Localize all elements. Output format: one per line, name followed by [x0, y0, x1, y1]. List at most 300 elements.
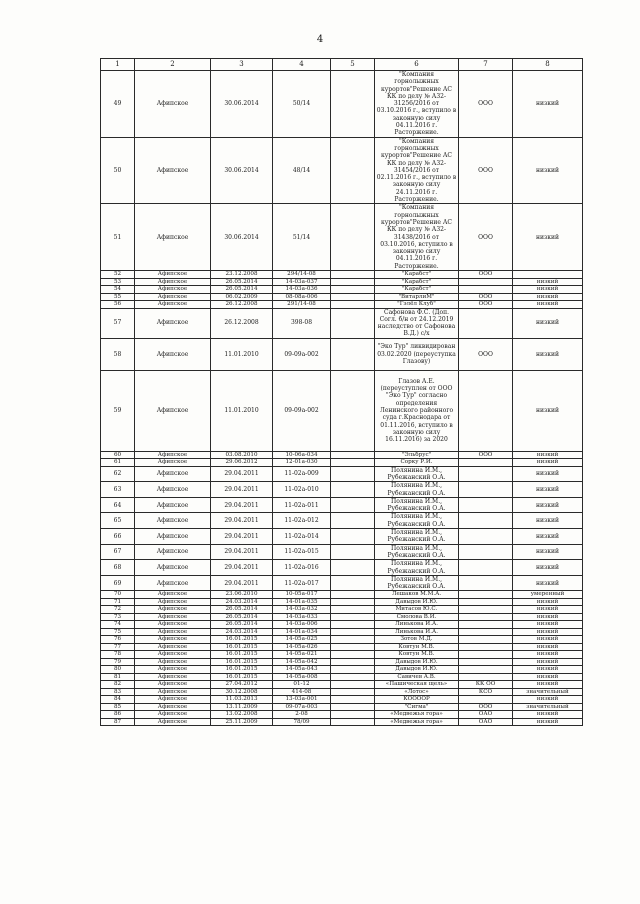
table-row [101, 466, 583, 482]
table-cell [459, 636, 513, 644]
table-cell: 87 [101, 718, 135, 726]
table-cell: КООООР [375, 696, 459, 704]
table-cell: ООО [459, 703, 513, 711]
table-cell: 11-02а-009 [273, 466, 331, 482]
table-cell: 78/09 [273, 718, 331, 726]
table-cell: 13.02.2008 [211, 711, 273, 719]
table-cell: Ковтун М.В. [375, 651, 459, 659]
table-cell: 29.04.2011 [211, 575, 273, 591]
table-cell: 55 [101, 293, 135, 301]
table-cell [331, 271, 375, 279]
table-cell [331, 643, 375, 651]
table-cell [459, 278, 513, 286]
table-cell: низкий [513, 711, 583, 719]
table-cell: "Карабст" [375, 286, 459, 294]
table-cell: ООО [459, 301, 513, 309]
table-cell: ООО [459, 293, 513, 301]
table-cell: Афипское [135, 271, 211, 279]
table-row [101, 711, 583, 719]
table-cell: Афипское [135, 497, 211, 513]
table-cell [331, 575, 375, 591]
table-cell: 26.12.2008 [211, 301, 273, 309]
table-cell [459, 658, 513, 666]
table-cell: низкий [513, 718, 583, 726]
table-cell: 14-05а-043 [273, 666, 331, 674]
table-cell: Афипское [135, 718, 211, 726]
table-cell: 24.03.2014 [211, 628, 273, 636]
table-cell: 53 [101, 278, 135, 286]
table-cell: Смолова В.И. [375, 613, 459, 621]
table-cell: Афипское [135, 466, 211, 482]
table-cell: 14-03а-032 [273, 606, 331, 614]
table-cell: 63 [101, 482, 135, 498]
table-cell: 56 [101, 301, 135, 309]
table-row [101, 696, 583, 704]
table-row [101, 643, 583, 651]
table-cell [331, 598, 375, 606]
table-cell: 11-02а-012 [273, 513, 331, 529]
table-cell: 10-06а-034 [273, 451, 331, 459]
table-cell: 83 [101, 688, 135, 696]
table-cell: 81 [101, 673, 135, 681]
table-cell: низкий [513, 606, 583, 614]
table-cell: 16.01.2015 [211, 673, 273, 681]
table-cell: 14-05а-008 [273, 673, 331, 681]
table-cell [331, 544, 375, 560]
table-cell: Афипское [135, 658, 211, 666]
table-cell: 16.01.2015 [211, 643, 273, 651]
table-cell: «Пашическая щель» [375, 681, 459, 689]
table-cell: 26.05.2014 [211, 286, 273, 294]
table-cell: Сафонова Ф.С. (Доп. Согл. б/н от 24.12.2019 наследство от Сафонова В.Д.) с/х [375, 308, 459, 338]
table-cell: Афипское [135, 575, 211, 591]
table-cell [331, 286, 375, 294]
table-cell: значительный [513, 703, 583, 711]
table-cell: 11.01.2010 [211, 370, 273, 451]
table-cell [331, 71, 375, 138]
table-cell: 58 [101, 338, 135, 370]
table-cell: низкий [513, 459, 583, 467]
table-cell: 50/14 [273, 71, 331, 138]
table-cell: низкий [513, 451, 583, 459]
table-cell [459, 696, 513, 704]
table-cell: Афипское [135, 301, 211, 309]
table-cell: "Гэлёл Клуб" [375, 301, 459, 309]
table-cell: низкий [513, 529, 583, 545]
table-cell: Полянина И.М., Рубежанский О.А. [375, 575, 459, 591]
table-cell: 77 [101, 643, 135, 651]
table-cell: "Карабст" [375, 278, 459, 286]
table-cell: низкий [513, 613, 583, 621]
table-cell: 50 [101, 137, 135, 204]
header-cell: 6 [375, 59, 459, 71]
table-cell: низкий [513, 137, 583, 204]
table-cell [331, 688, 375, 696]
table-cell: 52 [101, 271, 135, 279]
table-row [101, 308, 583, 338]
table-cell: 65 [101, 513, 135, 529]
table-cell: 09-07а-003 [273, 703, 331, 711]
table-cell [459, 466, 513, 482]
table-cell: 14-01а-034 [273, 628, 331, 636]
table-cell [459, 513, 513, 529]
table-cell: 59 [101, 370, 135, 451]
table-cell: низкий [513, 575, 583, 591]
table-cell: 30.12.2008 [211, 688, 273, 696]
table-cell: низкий [513, 286, 583, 294]
table-cell: 16.01.2015 [211, 651, 273, 659]
table-cell: низкий [513, 621, 583, 629]
table-cell [331, 459, 375, 467]
table-cell: 11.01.2010 [211, 338, 273, 370]
table-cell: 73 [101, 613, 135, 621]
register-table [100, 58, 583, 726]
table-cell [513, 271, 583, 279]
table-cell: Афипское [135, 560, 211, 576]
table-cell: ООО [459, 451, 513, 459]
table-cell: 62 [101, 466, 135, 482]
table-cell: "Сигма" [375, 703, 459, 711]
table-cell: Афипское [135, 591, 211, 599]
table-cell: ООО [459, 338, 513, 370]
table-cell: Афипское [135, 673, 211, 681]
table-cell: 14-03а-037 [273, 278, 331, 286]
table-cell [331, 636, 375, 644]
table-row [101, 613, 583, 621]
table-cell: КСО [459, 688, 513, 696]
table-row [101, 575, 583, 591]
table-cell: 79 [101, 658, 135, 666]
table-cell: "Компания горнолыжных курортов"Решение АС КК по делу № А32-31256/2016 от 03.10.2016 г., вступило в законную силу 04.11.2016 г. Расторжение. [375, 71, 459, 138]
header-cell: 3 [211, 59, 273, 71]
table-cell: Афипское [135, 613, 211, 621]
table-cell: 29.04.2011 [211, 544, 273, 560]
table-row [101, 658, 583, 666]
table-cell: Полянина И.М., Рубежанский О.А. [375, 544, 459, 560]
table-cell [331, 497, 375, 513]
table-cell: 27.04.2012 [211, 681, 273, 689]
table-row [101, 451, 583, 459]
table-cell: 03.08.2010 [211, 451, 273, 459]
table-cell: 29.04.2011 [211, 560, 273, 576]
table-cell: 70 [101, 591, 135, 599]
table-cell [331, 681, 375, 689]
header-cell: 4 [273, 59, 331, 71]
table-cell: "Карабст" [375, 271, 459, 279]
table-cell [459, 529, 513, 545]
table-cell: низкий [513, 338, 583, 370]
table-cell: 11-02а-015 [273, 544, 331, 560]
table-cell: 14-05а-021 [273, 651, 331, 659]
table-cell: 71 [101, 598, 135, 606]
table-row [101, 718, 583, 726]
table-cell: 291/14-08 [273, 301, 331, 309]
table-cell: 29.04.2011 [211, 497, 273, 513]
table-cell: Афипское [135, 703, 211, 711]
table-row [101, 688, 583, 696]
table-cell: 11-02а-014 [273, 529, 331, 545]
table-cell [331, 628, 375, 636]
header-cell: 1 [101, 59, 135, 71]
table-cell: Зотов М.Д. [375, 636, 459, 644]
table-row [101, 370, 583, 451]
table-row [101, 482, 583, 498]
table-cell: значительный [513, 688, 583, 696]
table-cell: Афипское [135, 370, 211, 451]
table-cell [459, 544, 513, 560]
table-cell: "Эко Тур" ликвидирован 03.02.2020 (переуступка Глазову) [375, 338, 459, 370]
table-cell: Афипское [135, 711, 211, 719]
table-cell: низкий [513, 308, 583, 338]
table-cell [459, 651, 513, 659]
table-cell [331, 711, 375, 719]
table-cell: 72 [101, 606, 135, 614]
table-cell [331, 301, 375, 309]
table-cell: 25.11.2009 [211, 718, 273, 726]
table-cell: умеренный [513, 591, 583, 599]
table-cell: 66 [101, 529, 135, 545]
table-row [101, 621, 583, 629]
header-row [101, 59, 583, 71]
table-cell: Афипское [135, 681, 211, 689]
table-cell [459, 673, 513, 681]
table-cell: Давыдов И.Ю. [375, 598, 459, 606]
table-cell: 26.12.2008 [211, 308, 273, 338]
table-cell: 24.03.2014 [211, 598, 273, 606]
table-cell: 414-08 [273, 688, 331, 696]
table-cell: 26.05.2014 [211, 621, 273, 629]
table-cell: 01-12 [273, 681, 331, 689]
table-cell: Афипское [135, 598, 211, 606]
table-cell [331, 591, 375, 599]
table-cell [331, 718, 375, 726]
table-cell: 294/14-08 [273, 271, 331, 279]
table-cell: Афипское [135, 293, 211, 301]
table-cell: низкий [513, 466, 583, 482]
table-row [101, 137, 583, 204]
table-cell: 29.04.2011 [211, 513, 273, 529]
table-row [101, 681, 583, 689]
table-cell: 80 [101, 666, 135, 674]
table-cell: низкий [513, 636, 583, 644]
table-cell: Афипское [135, 278, 211, 286]
table-cell: «Лотос» [375, 688, 459, 696]
table-cell: низкий [513, 293, 583, 301]
table-cell: низкий [513, 544, 583, 560]
table-cell: 14-03а-033 [273, 613, 331, 621]
table-row [101, 560, 583, 576]
table-cell: 30.06.2014 [211, 71, 273, 138]
table-cell [459, 666, 513, 674]
table-cell [459, 308, 513, 338]
table-cell: 57 [101, 308, 135, 338]
table-cell: 67 [101, 544, 135, 560]
table-cell: Давыдов И.Ю. [375, 658, 459, 666]
table-cell: Полянина И.М., Рубежанский О.А. [375, 466, 459, 482]
table-cell: 64 [101, 497, 135, 513]
table-cell [459, 598, 513, 606]
table-cell: Афипское [135, 308, 211, 338]
table-cell: 74 [101, 621, 135, 629]
table-cell [331, 621, 375, 629]
table-cell: 08-08а-006 [273, 293, 331, 301]
table-cell: 14-01а-035 [273, 598, 331, 606]
table-cell: Афипское [135, 628, 211, 636]
table-cell: 49 [101, 71, 135, 138]
table-cell: 23.12.2008 [211, 271, 273, 279]
table-cell: 85 [101, 703, 135, 711]
table-cell: ОАО [459, 718, 513, 726]
table-cell: 29.06.2012 [211, 459, 273, 467]
table-cell: "Компания горнолыжных курортов"Решение АС КК по делу № А32-31454/2016 от 02.11.2016 г., вступило в законную силу 24.11.2016 г. Расторжение. [375, 137, 459, 204]
table-cell: Афипское [135, 513, 211, 529]
table-cell [331, 703, 375, 711]
table-cell: 76 [101, 636, 135, 644]
table-cell: 60 [101, 451, 135, 459]
table-cell: 2-08 [273, 711, 331, 719]
table-row [101, 529, 583, 545]
table-cell: 16.01.2015 [211, 636, 273, 644]
table-row [101, 293, 583, 301]
table-cell: 11-02а-011 [273, 497, 331, 513]
page-number: 4 [316, 34, 324, 45]
table-cell [459, 560, 513, 576]
table-cell: Афипское [135, 606, 211, 614]
table-row [101, 286, 583, 294]
table-cell: 12-01а-030 [273, 459, 331, 467]
table-cell: 16.01.2015 [211, 666, 273, 674]
table-cell: 09-09а-002 [273, 338, 331, 370]
table-cell [331, 204, 375, 271]
table-cell: "ВитарлиМ" [375, 293, 459, 301]
table-cell [331, 696, 375, 704]
table-cell: «Медвежья гора» [375, 711, 459, 719]
table-cell: 84 [101, 696, 135, 704]
table-cell: низкий [513, 696, 583, 704]
table-cell: Афипское [135, 666, 211, 674]
table-cell [459, 613, 513, 621]
table-row [101, 591, 583, 599]
table-cell [459, 606, 513, 614]
table-cell [331, 451, 375, 459]
table-cell [459, 459, 513, 467]
table-cell: Савичев А.В. [375, 673, 459, 681]
table-cell: 06.02.2009 [211, 293, 273, 301]
table-cell: Сорку Р.И. [375, 459, 459, 467]
table-row [101, 271, 583, 279]
table-cell: 30.06.2014 [211, 204, 273, 271]
table-cell: ООО [459, 271, 513, 279]
table-cell: низкий [513, 598, 583, 606]
table-cell [459, 628, 513, 636]
table-cell: 61 [101, 459, 135, 467]
table-cell: 54 [101, 286, 135, 294]
table-row [101, 606, 583, 614]
table-cell [459, 643, 513, 651]
table-cell: Афипское [135, 636, 211, 644]
header-cell: 8 [513, 59, 583, 71]
table-row [101, 459, 583, 467]
table-cell: Полянина И.М., Рубежанский О.А. [375, 560, 459, 576]
table-cell: 23.06.2010 [211, 591, 273, 599]
table-cell [331, 560, 375, 576]
table-cell [331, 338, 375, 370]
table-cell: «Медвежья гора» [375, 718, 459, 726]
table-cell [459, 370, 513, 451]
table-cell: Глазов А.Е. (переуступлен от ООО "Эко Тур" согласно определения Ленинского районного суда г.Краснодара от 01.11.2016, вступило в законную силу 16.11.2016) за 2020 [375, 370, 459, 451]
table-cell: Афипское [135, 338, 211, 370]
table-cell [331, 606, 375, 614]
header-cell: 5 [331, 59, 375, 71]
table-cell [331, 513, 375, 529]
table-row [101, 204, 583, 271]
table-cell [331, 666, 375, 674]
table-cell [331, 466, 375, 482]
table-cell: Афипское [135, 688, 211, 696]
table-cell: 14-03а-006 [273, 621, 331, 629]
table-cell: 26.05.2014 [211, 606, 273, 614]
table-cell [331, 658, 375, 666]
table-cell: Афипское [135, 482, 211, 498]
table-cell: 11.03.2013 [211, 696, 273, 704]
table-cell: 69 [101, 575, 135, 591]
table-cell: низкий [513, 658, 583, 666]
table-cell: 11-02а-016 [273, 560, 331, 576]
table-cell: Митасов Ю.С. [375, 606, 459, 614]
table-cell [331, 651, 375, 659]
table-cell: низкий [513, 278, 583, 286]
table-cell: 29.04.2011 [211, 482, 273, 498]
table-cell [459, 286, 513, 294]
table-cell: низкий [513, 681, 583, 689]
table-cell [459, 591, 513, 599]
table-cell: 30.06.2014 [211, 137, 273, 204]
table-cell: 14-05а-025 [273, 636, 331, 644]
table-cell: низкий [513, 513, 583, 529]
table-cell: 82 [101, 681, 135, 689]
table-cell: 51 [101, 204, 135, 271]
table-cell [459, 575, 513, 591]
table-row [101, 513, 583, 529]
table-cell: Полянина И.М., Рубежанский О.А. [375, 529, 459, 545]
table-cell: низкий [513, 643, 583, 651]
table-cell: Полянина И.М., Рубежанский О.А. [375, 513, 459, 529]
table-row [101, 278, 583, 286]
table-cell: низкий [513, 301, 583, 309]
table-cell: низкий [513, 370, 583, 451]
table-cell: Полянина И.М., Рубежанский О.А. [375, 497, 459, 513]
table-cell: 51/14 [273, 204, 331, 271]
table-cell: 26.05.2014 [211, 278, 273, 286]
table-cell: ОАО [459, 711, 513, 719]
table-cell: 398-08 [273, 308, 331, 338]
table-row [101, 628, 583, 636]
table-cell [331, 529, 375, 545]
table-cell: Линькова И.А. [375, 628, 459, 636]
table-cell: 10-05а-017 [273, 591, 331, 599]
table-row [101, 301, 583, 309]
table-cell: Полянина И.М., Рубежанский О.А. [375, 482, 459, 498]
table-row [101, 703, 583, 711]
table-cell: 11-02а-010 [273, 482, 331, 498]
table-cell: Афипское [135, 204, 211, 271]
table-cell: "Эльбрус" [375, 451, 459, 459]
table-cell: Афипское [135, 137, 211, 204]
header-cell: 7 [459, 59, 513, 71]
table-cell: Лешаков М.М.А. [375, 591, 459, 599]
table-cell: низкий [513, 71, 583, 138]
table-row [101, 598, 583, 606]
